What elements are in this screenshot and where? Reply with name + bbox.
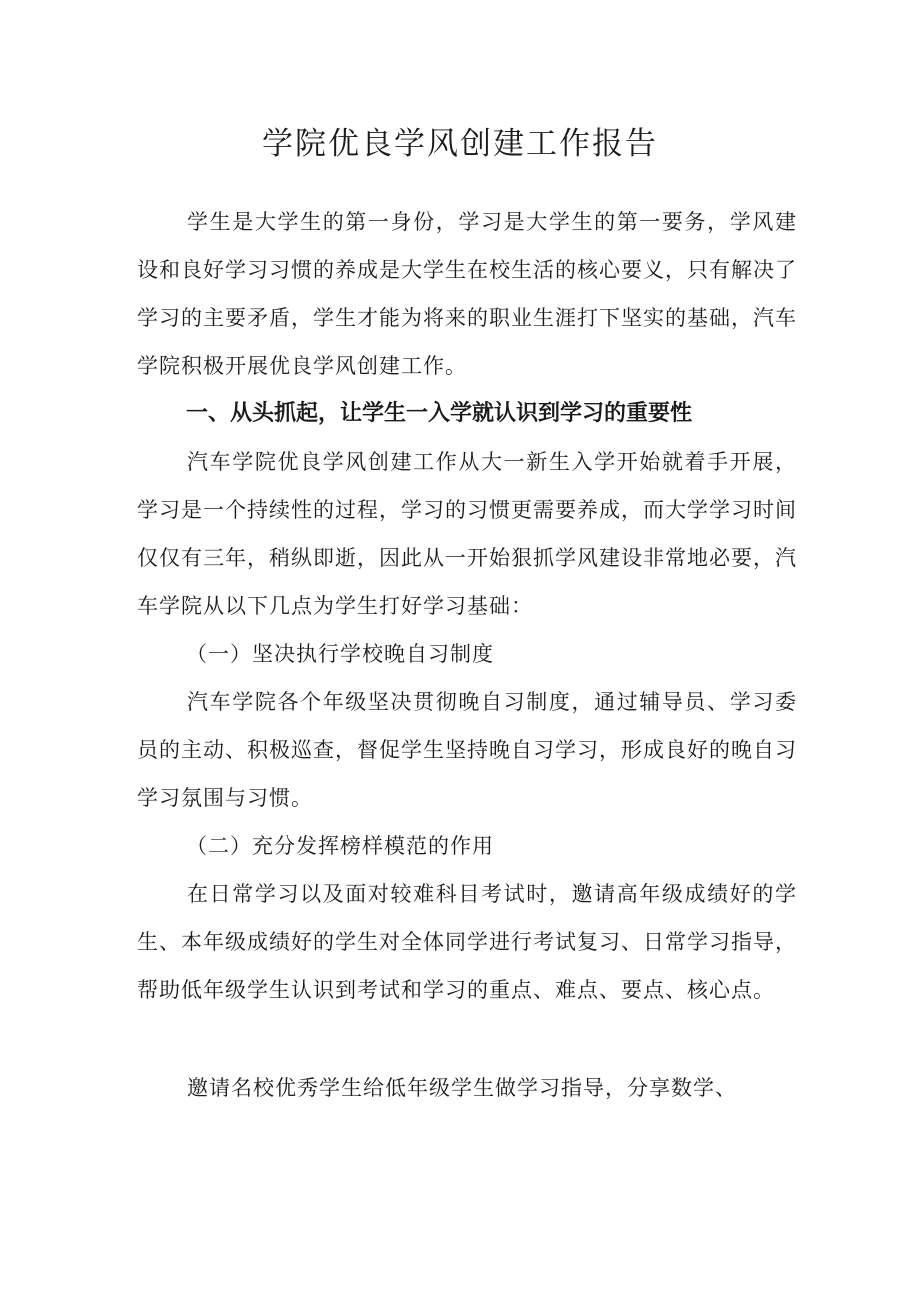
- subsection-1-heading: （一）坚决执行学校晚自习制度: [186, 642, 494, 666]
- document-title: 学院优良学风创建工作报告: [262, 126, 658, 162]
- subsection-2-paragraph-1: 在日常学习以及面对较难科目考试时，邀请高年级成绩好的学生、本年级成绩好的学生对全体同学进行考试复习、日常学习指导，帮助低年级学生认识到考试和学习的重点、难点、要点、核心点。: [137, 882, 797, 1002]
- subsection-2-paragraph-2: 邀请名校优秀学生给低年级学生做学习指导，分享数学、: [187, 1076, 737, 1100]
- intro-paragraph: 学生是大学生的第一身份，学习是大学生的第一要务，学风建设和良好学习习惯的养成是大学生在校生活的核心要义，只有解决了学习的主要矛盾，学生才能为将来的职业生涯打下坚实的基础，汽车学院积极开展优良学风创建工作。: [137, 210, 797, 378]
- section-1-paragraph: 汽车学院优良学风创建工作从大一新生入学开始就着手开展，学习是一个持续性的过程，学习的习惯更需要养成，而大学学习时间仅仅有三年，稍纵即逝，因此从一开始狠抓学风建设非常地必要，汽车学院从以下几点为学生打好学习基础：: [137, 450, 797, 618]
- section-1-heading: 一、从头抓起，让学生一入学就认识到学习的重要性: [186, 401, 693, 426]
- subsection-1-paragraph: 汽车学院各个年级坚决贯彻晚自习制度，通过辅导员、学习委员的主动、积极巡查，督促学生坚持晚自习学习，形成良好的晚自习学习氛围与习惯。: [137, 690, 797, 810]
- subsection-2-heading: （二）充分发挥榜样模范的作用: [186, 834, 494, 858]
